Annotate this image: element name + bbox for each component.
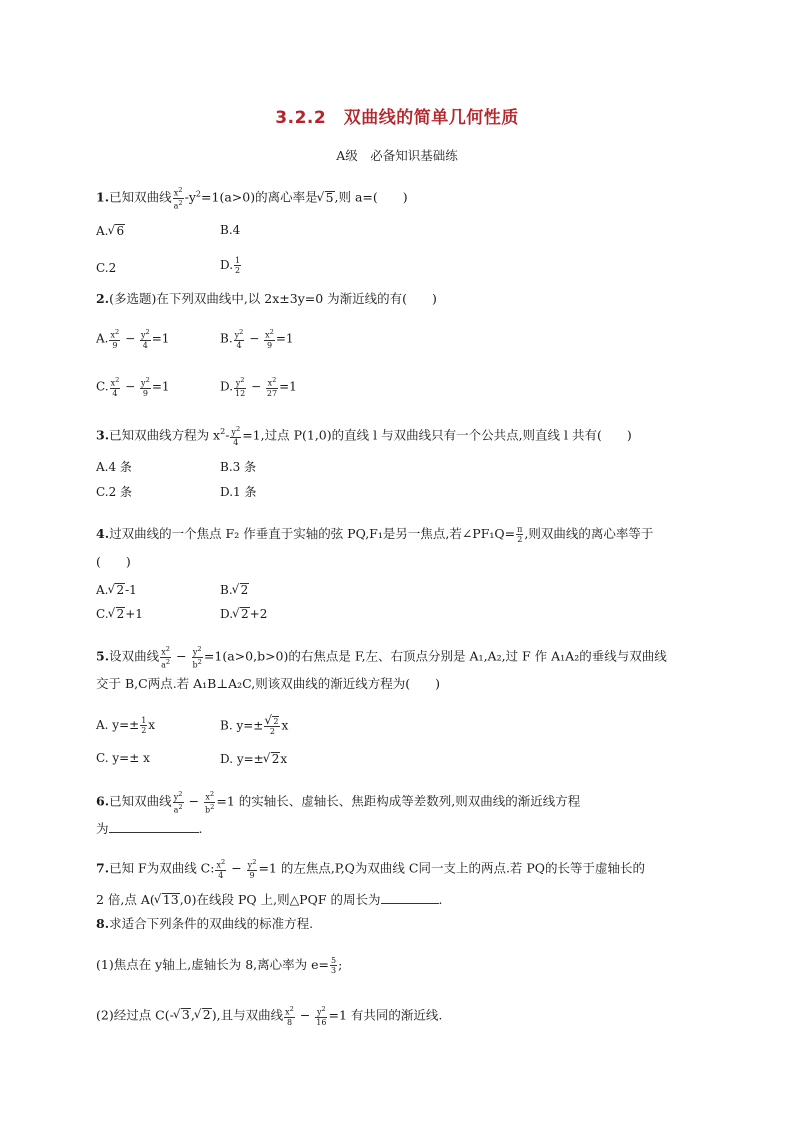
question-text: 过双曲线的一个焦点 F₂ 作垂直于实轴的弦 PQ,F₁是另一焦点,若∠PF₁Q= [109, 526, 516, 541]
question-7: 7.已知 F为双曲线 C: $\frac{x^2}{4}$ − $\frac{y^2}{9}$ =1 的左焦点,P,Q为双曲线 C同一支上的两点.若 PQ的长等于虚轴长的 [96, 858, 646, 880]
question-2 [96, 293, 437, 306]
question-text: ,则双曲线的离心率等于 [524, 526, 654, 541]
question-number: 8. [96, 916, 110, 931]
option-d: D. $\frac{y^2}{12}$ − $\frac{x^2}{27}$ =1 [220, 376, 297, 398]
question-number: 1. [96, 189, 110, 205]
question-8 [96, 918, 313, 931]
question-6-line2: 为 . [96, 821, 203, 836]
option-b: B.3 条 [220, 460, 257, 474]
option-c: C. y=± x [96, 751, 150, 765]
option-d: D.√ 2+2 [220, 607, 267, 620]
question-text: 已知双曲线方程为 x [109, 427, 221, 443]
question-8-part-2: (2)经过点 C(-√ 3,√ 2),且与双曲线 $\frac{x^2}{8}$ − $\frac{y^2}{16}$ =1 有共同的渐近线. [96, 1005, 442, 1027]
option-c: C. $\frac{x^2}{4}$ − $\frac{y^2}{9}$ =1 [96, 376, 170, 398]
option-b: B.√ 2 [220, 583, 249, 596]
question-text: 已知双曲线 [109, 189, 172, 205]
question-number: 6. [96, 793, 110, 809]
question-5-line2: 交于 B,C两点.若 A₁B⊥A₂C,则该双曲线的渐近线方程为( ) [96, 676, 441, 691]
question-number: 2. [96, 291, 110, 306]
option-a: A.4 条 [96, 460, 132, 474]
option-d: D. y=±√ 2x [220, 752, 287, 765]
option-b: B.4 [220, 223, 241, 237]
option-d: D.1 条 [220, 485, 257, 499]
question-text: 设双曲线 [109, 648, 160, 664]
option-a: A. y=± $\frac{1}{2}$ x [96, 716, 156, 735]
question-number: 5. [96, 648, 110, 664]
question-8-part-1: (1)焦点在 y轴上,虚轴长为 8,离心率为 e= $\frac{5}{3}$ ; [96, 956, 343, 975]
question-5: 5.设双曲线 $\frac{x^2}{a^2}$ − $\frac{y^2}{b^2}$ =1(a>0,b>0)的右焦点是 F,左、右顶点分别是 A₁,A₂,过 F 作 A₁A₂的垂线与双曲线 [96, 645, 667, 670]
question-number: 4. [96, 526, 110, 541]
option-b: B. $\frac{y^2}{4}$ − $\frac{x^2}{9}$ =1 [220, 328, 294, 350]
question-7-line2: 2 倍,点 A(√ 13,0)在线段 PQ 上,则△PQF 的周长为 . [96, 893, 442, 907]
answer-blank[interactable] [381, 893, 439, 904]
option-b: B. y=± √ $\frac{2}{2}$ x [220, 716, 288, 736]
answer-blank[interactable] [109, 822, 199, 833]
question-1: 1.已知双曲线 $\frac{x^2}{a^2}$ $-y^2=1(a>0)$的离心率是√ 5,则 a=( ) [96, 186, 408, 210]
question-text: 已知 F为双曲线 C: [109, 860, 215, 876]
page-title: 3.2.2 双曲线的简单几何性质 [275, 108, 519, 128]
question-6: 6.已知双曲线 $\frac{y^2}{a^2}$ − $\frac{x^2}{b^2}$ =1 的实轴长、虚轴长、焦距构成等差数列,则双曲线的渐近线方程 [96, 790, 581, 815]
question-text: (多选题)在下列双曲线中,以 2x±3y=0 为渐近线的有( ) [109, 291, 437, 306]
answer-parens: ( ) [96, 554, 131, 569]
option-a: A.√ 2-1 [96, 583, 137, 596]
option-c: C.2 [96, 261, 117, 275]
question-3: 3.已知双曲线方程为 $x^2-$ $\frac{y^2}{4}$ =1,过点 P(1,0)的直线 l 与双曲线只有一个公共点,则直线 l 共有( ) [96, 425, 632, 447]
question-text: (a>0,b>0)的右焦点是 F,左、右顶点分别是 A₁,A₂,过 F 作 A₁A₂的垂线与双曲线 [222, 648, 667, 664]
option-c: C.2 条 [96, 485, 133, 499]
question-number: 3. [96, 427, 110, 443]
question-text: =1 的左焦点,P,Q为双曲线 C同一支上的两点.若 PQ的长等于虚轴长的 [258, 860, 646, 876]
question-text: =1 的实轴长、虚轴长、焦距构成等差数列,则双曲线的渐近线方程 [216, 793, 581, 809]
option-c: C.√ 2+1 [96, 607, 143, 620]
question-text: (a>0)的离心率是 [219, 189, 318, 205]
sqrt-expression: √ 5 [325, 191, 335, 204]
question-text: ,则 a=( ) [334, 189, 408, 205]
option-a: A.√ 6 [96, 224, 125, 237]
section-subtitle: A级 必备知识基础练 [336, 148, 458, 163]
question-number: 7. [96, 860, 110, 876]
option-a: A. $\frac{x^2}{9}$ − $\frac{y^2}{4}$ =1 [96, 328, 170, 350]
question-4: 4.过双曲线的一个焦点 F₂ 作垂直于实轴的弦 PQ,F₁是另一焦点,若∠PF₁Q= $\frac{\pi}{2}$ ,则双曲线的离心率等于 [96, 525, 654, 544]
option-d: D. $\frac{1}{2}$ [220, 256, 241, 275]
question-text: =1,过点 P(1,0)的直线 l 与双曲线只有一个公共点,则直线 l 共有( ) [242, 427, 632, 443]
question-text: 已知双曲线 [109, 793, 172, 809]
question-text: 求适合下列条件的双曲线的标准方程. [109, 916, 314, 931]
